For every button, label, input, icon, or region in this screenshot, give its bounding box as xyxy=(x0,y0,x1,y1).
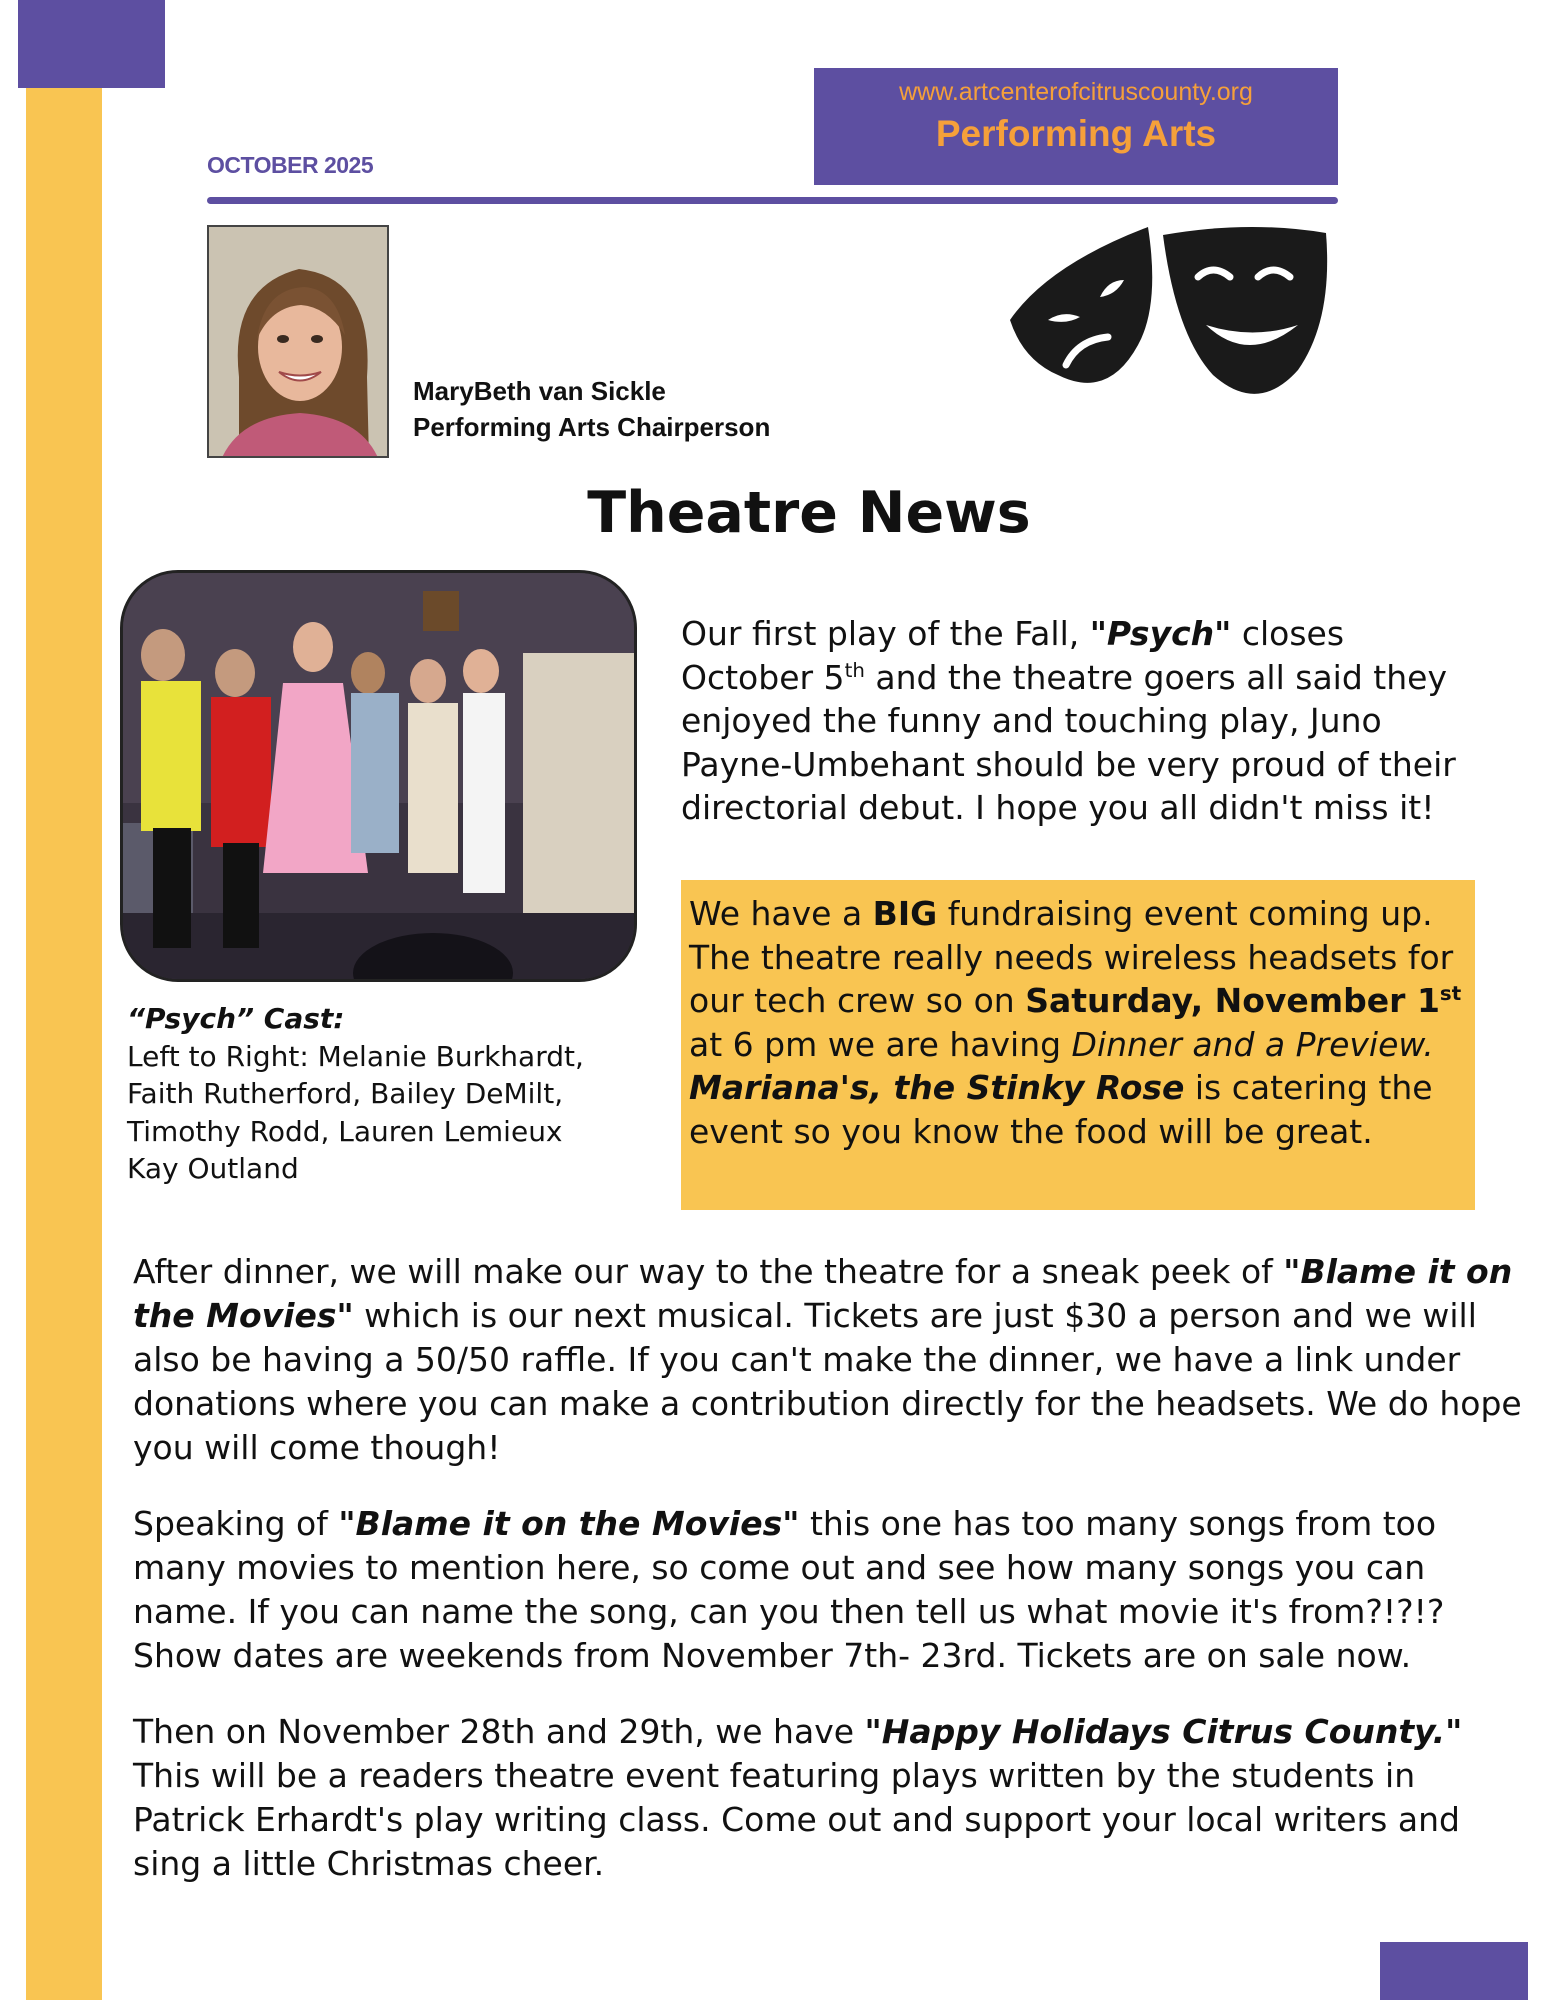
website-link[interactable]: www.artcenterofcitruscounty.org xyxy=(899,78,1253,106)
intro-text: and the theatre goers all said they enjoyed the funny and touching play, Juno Payne-Umbehant should be very proud of their directorial debut. I hope you all didn't miss it! xyxy=(681,657,1456,827)
dinner-paragraph xyxy=(133,1250,1528,1470)
callout-text: We have a xyxy=(689,894,873,933)
fundraiser-callout xyxy=(681,880,1475,1210)
event-date-text: Saturday, November 1 xyxy=(1025,981,1440,1020)
theatre-masks-icon xyxy=(1008,225,1338,410)
callout-text: is catering the event so you know the food will be great. xyxy=(689,1068,1433,1151)
author-byline xyxy=(413,373,770,445)
callout-text: fundraising event coming up. The theatre really needs wireless headsets for our tech crew so on xyxy=(689,894,1454,1020)
callout-text: at 6 pm we are having xyxy=(689,1024,1072,1064)
callout-emphasis: BIG xyxy=(872,894,938,933)
paragraph-text: which is our next musical. Tickets are just $30 a person and we will also be having a 50/50 raffle. If you can't make the dinner, we have a link under donations where you can make a contribution directly for the headsets. We do hope you will come though! xyxy=(133,1296,1522,1467)
photo-caption xyxy=(127,1000,584,1188)
page-title: Theatre News xyxy=(587,480,1031,546)
header-divider xyxy=(207,197,1338,204)
section-title: Performing Arts xyxy=(935,113,1217,154)
show-title: "Psych" xyxy=(1089,614,1232,653)
caption-line: Kay Outland xyxy=(127,1152,299,1185)
caption-line: Faith Rutherford, Bailey DeMilt, xyxy=(127,1077,564,1110)
author-role: Performing Arts Chairperson xyxy=(413,412,771,442)
intro-text: closes October 5 xyxy=(681,614,1345,697)
cast-photo xyxy=(120,570,637,982)
holidays-paragraph xyxy=(133,1710,1528,1886)
show-title: "Blame it on the Movies" xyxy=(133,1252,1513,1335)
show-title: "Blame it on the Movies" xyxy=(338,1504,800,1543)
ordinal-suffix: st xyxy=(1439,982,1462,1005)
yellow-side-bar xyxy=(26,88,102,2000)
intro-paragraph xyxy=(681,612,1481,830)
paragraph-text: Then on November 28th and 29th, we have xyxy=(133,1712,865,1751)
caption-line: Left to Right: Melanie Burkhardt, xyxy=(127,1039,584,1073)
purple-corner-block-top xyxy=(18,0,165,88)
ordinal-suffix: th xyxy=(844,658,865,682)
caption-title: “Psych” Cast: xyxy=(127,1002,345,1035)
header-banner xyxy=(814,68,1338,185)
paragraph-text: This will be a readers theatre event featuring plays written by the students in Patrick Erhardt's play writing class. Come out and support your local writers and sing a little Christmas cheer. xyxy=(133,1756,1460,1883)
show-title: "Happy Holidays Citrus County." xyxy=(864,1712,1463,1751)
author-portrait xyxy=(207,225,389,458)
author-name: MaryBeth van Sickle xyxy=(413,376,666,406)
purple-corner-block-bottom xyxy=(1380,1942,1528,2000)
event-name: Dinner and a Preview. xyxy=(1071,1024,1434,1064)
paragraph-text: this one has too many songs from too many movies to mention here, so come out and see how many songs you can name. If you can name the song, can you then tell us what movie it's from?!?!? Show dates are weekends from November 7th- 23rd. Tickets are on sale now. xyxy=(133,1504,1445,1675)
issue-date: OCTOBER 2025 xyxy=(207,152,374,178)
event-date xyxy=(1025,981,1461,1020)
intro-text: Our first play of the Fall, xyxy=(681,614,1090,653)
paragraph-text: After dinner, we will make our way to the theatre for a sneak peek of xyxy=(133,1252,1284,1291)
caption-line: Timothy Rodd, Lauren Lemieux xyxy=(127,1114,563,1148)
caterer-name: Mariana's, the Stinky Rose xyxy=(689,1068,1185,1107)
musical-paragraph xyxy=(133,1502,1528,1678)
paragraph-text: Speaking of xyxy=(133,1504,339,1543)
